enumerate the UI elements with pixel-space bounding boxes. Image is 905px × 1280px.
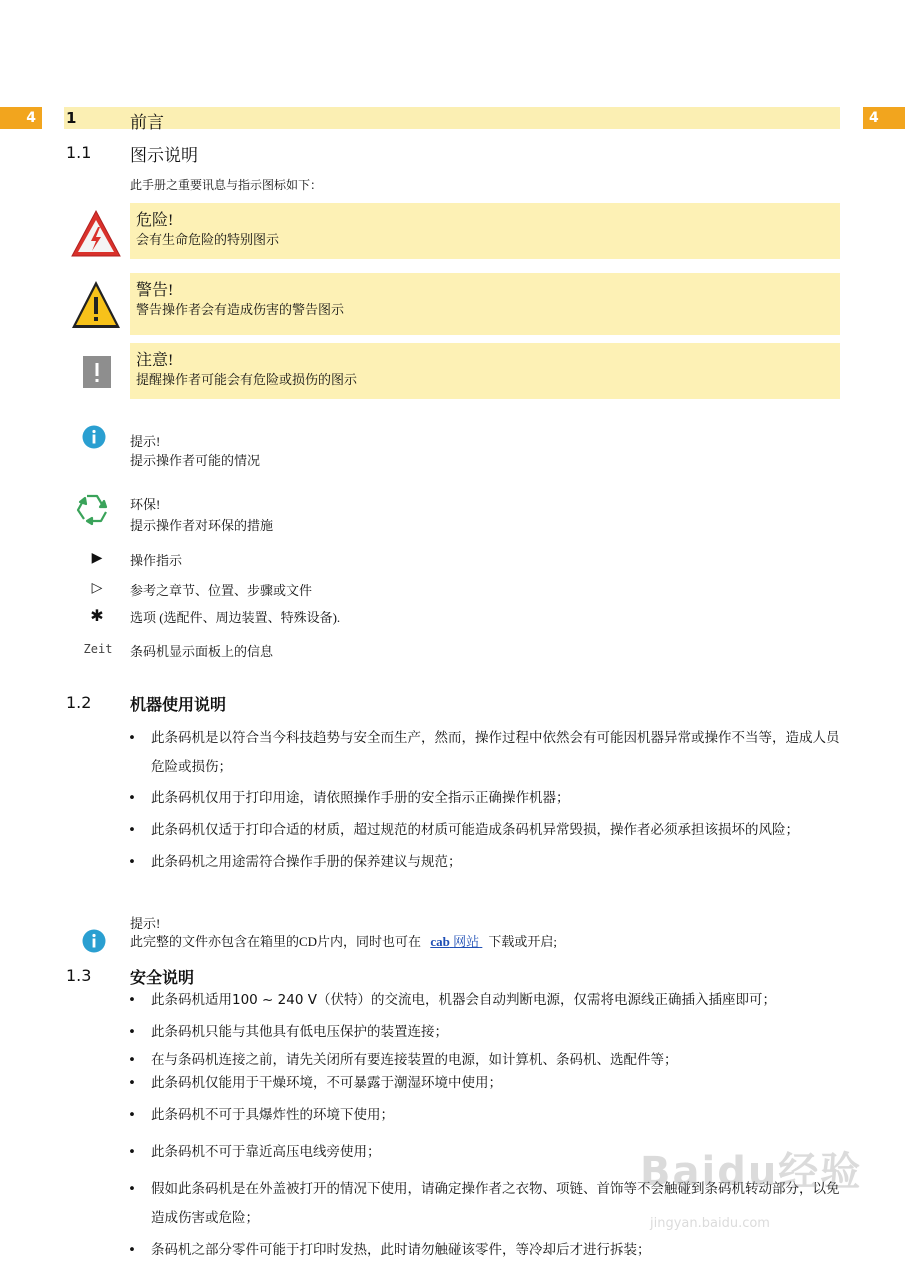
tip-title: 提示! [130, 916, 161, 931]
chapter-header [64, 107, 840, 132]
environment-title: 环保! [130, 497, 161, 512]
high-voltage-icon [70, 209, 122, 259]
info-icon [82, 425, 106, 449]
section-number: 1.2 [66, 693, 92, 712]
page-number-tab-left: 4 [0, 107, 42, 129]
option-asterisk-icon: ✱ [90, 606, 104, 625]
list-item: • 此条码机只能与其他具有低电压保护的装置连接； [128, 1018, 848, 1047]
recycle-icon [73, 490, 111, 528]
watermark-brand: Baidu经验 [640, 1149, 863, 1195]
watermark-url: jingyan.baidu.com [650, 1216, 770, 1231]
list-item: • 条码机之部分零件可能于打印时发热，此时请勿触碰该零件，等冷却后才进行拆装； [128, 1236, 848, 1265]
list-item: • 此条码机仅适于打印合适的材质，超过规范的材质可能造成条码机异常毁损，操作者必须承担该损坏的风险； [128, 816, 848, 845]
link-bold-text: cab [430, 934, 450, 949]
section-title: 机器使用说明 [130, 695, 227, 714]
list-item: • 此条码机不可于靠近高压电线旁使用； [128, 1138, 848, 1167]
list-item: • 在与条码机连接之前，请先关闭所有要连接装置的电源，如计算机、条码机、选配件等； [128, 1048, 848, 1073]
symbol-description: 参考之章节、位置、步骤或文件 [130, 583, 313, 598]
symbol-description: 操作指示 [130, 553, 183, 568]
symbol-description: 选项 (选配件、周边装置、特殊设备). [130, 610, 341, 625]
tip-title: 提示! [130, 434, 161, 449]
tip-text-before: 此完整的文件亦包含在箱里的CD片内，同时也可在 [130, 934, 422, 949]
notice-text: 警告操作者会有造成伤害的警告图示 [136, 302, 345, 317]
warning-icon [70, 279, 122, 331]
notice-text: 会有生命危险的特别图示 [136, 232, 280, 247]
list-item: • 此条码机适用100 ~ 240 V（伏特）的交流电，机器会自动判断电源，仅需将电源线正确插入插座即可； [128, 986, 848, 1015]
info-icon [82, 929, 106, 953]
tip-text [130, 931, 557, 950]
symbol-description: 条码机显示面板上的信息 [130, 644, 274, 659]
chapter-title: 前言 [130, 113, 164, 132]
list-item: • 此条码机仅用于打印用途，请依照操作手册的安全指示正确操作机器； [128, 784, 848, 813]
caution-icon [83, 356, 111, 388]
chapter-number: 1 [66, 109, 77, 127]
section-number: 1.1 [66, 143, 92, 162]
list-item: • 此条码机是以符合当今科技趋势与安全而生产，然而，操作过程中依然会有可能因机器异常或操作不当等，造成人员危险或损伤； [128, 724, 848, 782]
notice-text: 提醒操作者可能会有危险或损伤的图示 [136, 372, 358, 387]
notice-caution [130, 343, 840, 399]
environment-text: 提示操作者对环保的措施 [130, 518, 274, 533]
link-rest-text: 网站 [453, 934, 480, 949]
notice-danger [130, 203, 840, 259]
tip-text-after: 下载或开启; [488, 934, 557, 949]
intro-text: 此手册之重要讯息与指示图标如下： [130, 178, 323, 192]
list-item: • 此条码机不可于具爆炸性的环境下使用； [128, 1101, 848, 1130]
reference-arrow-icon: ▷ [91, 580, 103, 596]
notice-title: 注意! [136, 352, 174, 369]
baidu-watermark [640, 1140, 863, 1231]
section-number: 1.3 [66, 966, 92, 985]
notice-warning [130, 273, 840, 335]
tip-text: 提示操作者可能的情况 [130, 453, 261, 468]
page-number-tab-right: 4 [863, 107, 905, 129]
notice-title: 警告! [136, 282, 174, 299]
cab-website-link[interactable] [430, 934, 482, 949]
list-item: • 此条码机之用途需符合操作手册的保养建议与规范； [128, 848, 848, 877]
section-title: 图示说明 [130, 146, 198, 165]
action-arrow-icon: ▶ [91, 550, 103, 566]
list-item: • 假如此条码机是在外盖被打开的情况下使用，请确定操作者之衣物、项链、首饰等不会触碰到条码机转动部分，以免造成伤害或危险； [128, 1175, 848, 1233]
list-item: • 此条码机仅能用于干燥环境，不可暴露于潮湿环境中使用； [128, 1073, 848, 1093]
display-text-sample: Zeit [83, 642, 113, 656]
section-title: 安全说明 [130, 968, 195, 987]
usage-list [128, 724, 848, 877]
notice-title: 危险! [136, 212, 174, 229]
